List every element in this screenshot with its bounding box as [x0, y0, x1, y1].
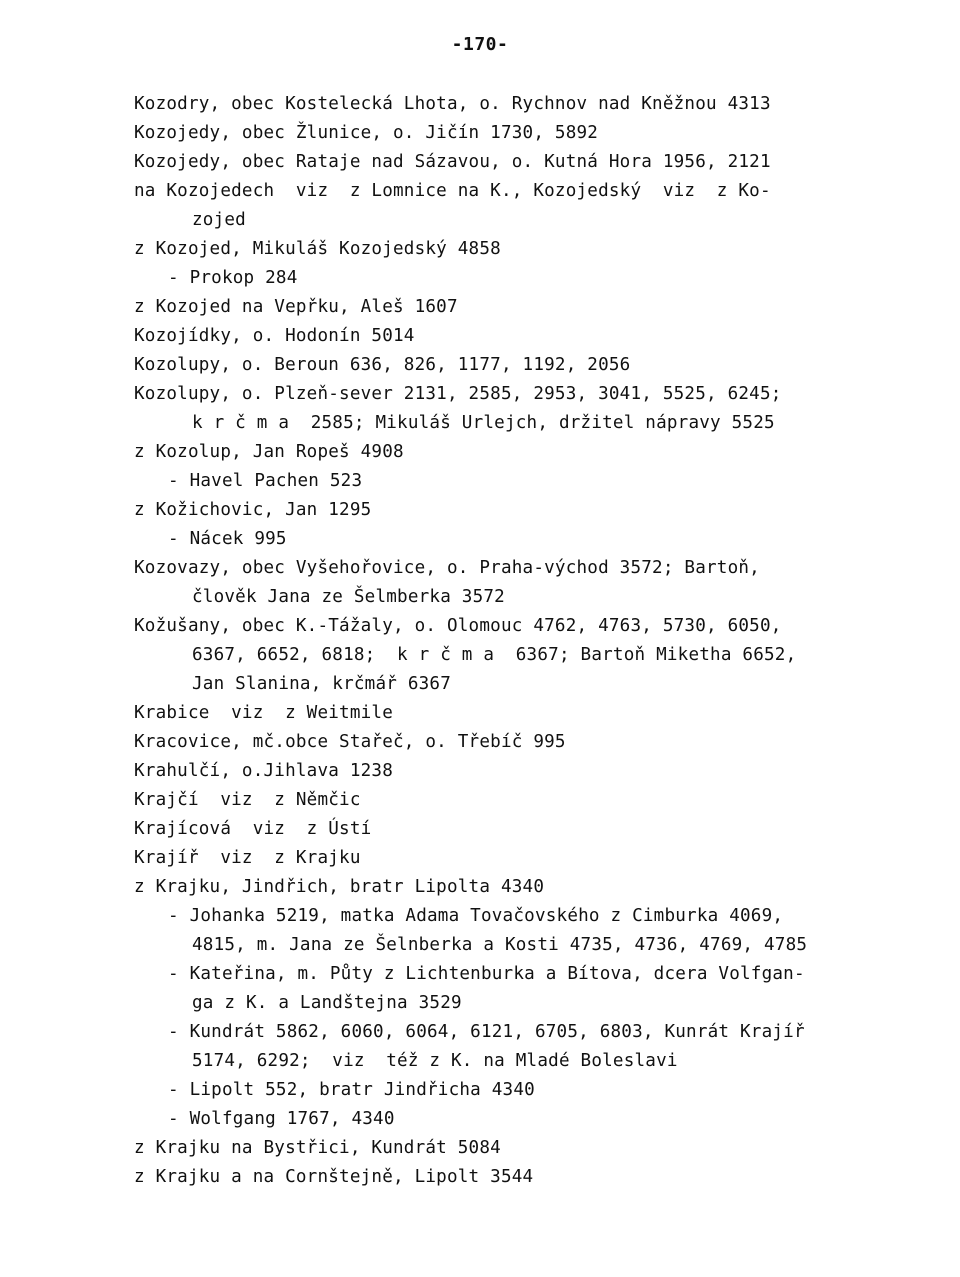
- index-entry-line: z Kozolup, Jan Ropeš 4908: [134, 442, 404, 462]
- index-subentry-line: - Wolfgang 1767, 4340: [168, 1109, 395, 1129]
- index-subentry-line: - Havel Pachen 523: [168, 471, 363, 491]
- index-subentry-line: - Nácek 995: [168, 529, 287, 549]
- index-entry-line: Kozolupy, o. Plzeň-sever 2131, 2585, 2953, 3041, 5525, 6245;: [134, 384, 782, 404]
- index-entry-line: z Krajku a na Cornštejně, Lipolt 3544: [134, 1167, 534, 1187]
- index-entry-line: z Krajku na Bystřici, Kundrát 5084: [134, 1138, 501, 1158]
- index-entry-line: z Kožichovic, Jan 1295: [134, 500, 372, 520]
- index-entry-line: Krabice viz z Weitmile: [134, 703, 394, 723]
- index-entry-line: na Kozojedech viz z Lomnice na K., Kozojedský viz z Ko-: [134, 181, 771, 201]
- index-entry-line: Krajícová viz z Ústí: [134, 819, 372, 839]
- index-subentry-line: 4815, m. Jana ze Šelnberka a Kosti 4735, 4736, 4769, 4785: [192, 935, 808, 955]
- index-entry-line: z Kozojed, Mikuláš Kozojedský 4858: [134, 239, 501, 259]
- index-entry-line: Kozojedy, obec Rataje nad Sázavou, o. Kutná Hora 1956, 2121: [134, 152, 771, 172]
- index-entry-line: Kracovice, mč.obce Stařeč, o. Třebíč 995: [134, 732, 566, 752]
- index-subentry-line: k r č m a 2585; Mikuláš Urlejch, držitel nápravy 5525: [192, 413, 775, 433]
- index-entry-line: z Krajku, Jindřich, bratr Lipolta 4340: [134, 877, 545, 897]
- index-subentry-line: - Kundrát 5862, 6060, 6064, 6121, 6705, 6803, Kunrát Krajíř: [168, 1022, 805, 1042]
- index-subentry-line: zojed: [192, 210, 246, 230]
- index-entry-list: [134, 90, 874, 1192]
- index-entry-line: z Kozojed na Vepřku, Aleš 1607: [134, 297, 458, 317]
- index-subentry-line: - Lipolt 552, bratr Jindřicha 4340: [168, 1080, 535, 1100]
- index-subentry-line: 5174, 6292; viz též z K. na Mladé Boleslavi: [192, 1051, 678, 1071]
- index-entry-line: Kožušany, obec K.-Tážaly, o. Olomouc 4762, 4763, 5730, 6050,: [134, 616, 782, 636]
- index-subentry-line: 6367, 6652, 6818; k r č m a 6367; Bartoň Miketha 6652,: [192, 645, 797, 665]
- index-subentry-line: - Prokop 284: [168, 268, 298, 288]
- index-entry-line: Krajčí viz z Němčic: [134, 790, 361, 810]
- index-subentry-line: člověk Jana ze Šelmberka 3572: [192, 587, 505, 607]
- index-entry-line: Krahulčí, o.Jihlava 1238: [134, 761, 394, 781]
- page-number: -170-: [451, 34, 509, 55]
- index-entry-line: Kozojedy, obec Žlunice, o. Jičín 1730, 5892: [134, 123, 599, 143]
- index-subentry-line: Jan Slanina, krčmář 6367: [192, 674, 452, 694]
- index-entry-line: Krajíř viz z Krajku: [134, 848, 361, 868]
- index-entry-line: Kozojídky, o. Hodonín 5014: [134, 326, 415, 346]
- index-entry-line: Kozolupy, o. Beroun 636, 826, 1177, 1192, 2056: [134, 355, 631, 375]
- index-subentry-line: ga z K. a Landštejna 3529: [192, 993, 462, 1013]
- index-entry-line: Kozovazy, obec Vyšehořovice, o. Praha-východ 3572; Bartoň,: [134, 558, 760, 578]
- index-subentry-line: - Kateřina, m. Půty z Lichtenburka a Bítova, dcera Volfgan-: [168, 964, 805, 984]
- index-entry-line: Kozodry, obec Kostelecká Lhota, o. Rychnov nad Kněžnou 4313: [134, 94, 771, 114]
- index-subentry-line: - Johanka 5219, matka Adama Tovačovského z Cimburka 4069,: [168, 906, 784, 926]
